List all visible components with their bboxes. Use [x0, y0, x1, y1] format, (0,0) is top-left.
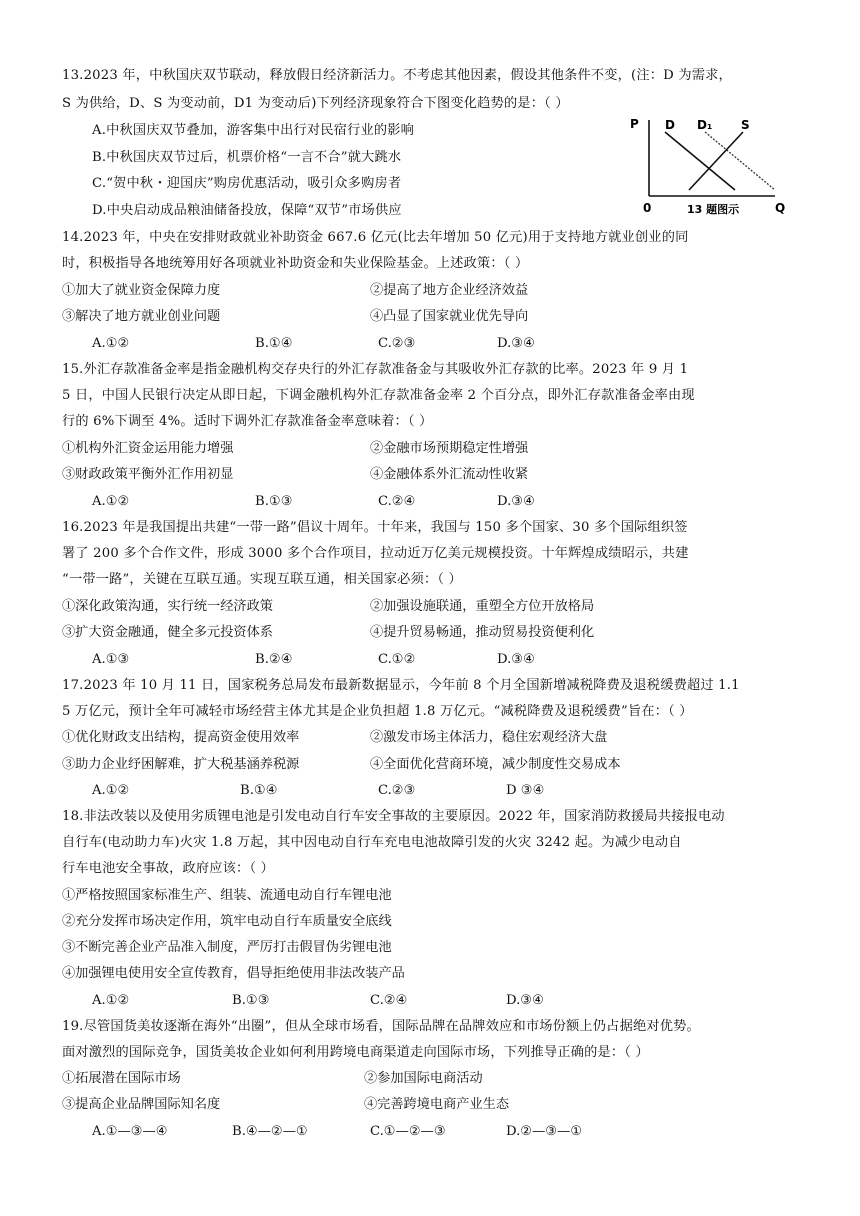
q17-statement-2: ②激发市场主体活力，稳住宏观经济大盘	[370, 730, 608, 745]
q15-stem-line-3: 行的 6%下调至 4%。适时下调外汇存款准备金率意味着：（ ）	[62, 414, 433, 429]
label-d1: D₁	[697, 118, 713, 132]
label-p: P	[630, 117, 639, 131]
q15-statement-3: ③财政政策平衡外汇作用初显	[62, 467, 234, 482]
q15-statement-4: ④金融体系外汇流动性收紧	[370, 467, 529, 482]
q16-option-a: A.①③	[92, 652, 130, 667]
q18-statement-1: ①严格按照国家标准生产、组装、流通电动自行车锂电池	[62, 888, 392, 903]
q14-option-b: B.①④	[255, 336, 293, 351]
q17-statement-4: ④全面优化营商环境，减少制度性交易成本	[370, 757, 621, 772]
q14-option-d: D.③④	[497, 336, 535, 351]
q16-option-b: B.②④	[255, 652, 293, 667]
label-d: D	[665, 118, 675, 132]
q15-option-d: D.③④	[497, 494, 535, 509]
q15-statement-2: ②金融市场预期稳定性增强	[370, 441, 529, 456]
q19-option-d: D.②—③—①	[506, 1124, 583, 1139]
q16-stem-line-1: 16.2023 年是我国提出共建“一带一路”倡议十周年。十年来，我国与 150 多个国家、30 多个国际组织签	[62, 520, 688, 535]
q13-option-c: C.“贺中秋・迎国庆”购房优惠活动，吸引众多购房者	[92, 176, 402, 191]
q13-option-a: A.中秋国庆双节叠加，游客集中出行对民宿行业的影响	[92, 123, 415, 138]
q19-statement-1: ①拓展潜在国际市场	[62, 1071, 181, 1086]
q18-statement-4: ④加强锂电使用安全宣传教育，倡导拒绝使用非法改装产品	[62, 966, 405, 981]
demand-curve-d	[665, 132, 735, 190]
q17-stem-line-1: 17.2023 年 10 月 11 日，国家税务总局发布最新数据显示，今年前 8 个月全国新增减税降费及退税缓费超过 1.1	[62, 678, 740, 693]
q18-option-c: C.②④	[370, 993, 408, 1008]
q16-statement-1: ①深化政策沟通，实行统一经济政策	[62, 599, 273, 614]
q14-stem-line-2: 时，积极指导各地统筹用好各项就业补助资金和失业保险基金。上述政策：（ ）	[62, 256, 529, 271]
q13-option-d: D.中央启动成品粮油储备投放，保障“双节”市场供应	[92, 203, 402, 218]
q19-option-b: B.④—②—①	[232, 1124, 308, 1139]
q17-option-a: A.①②	[92, 783, 130, 798]
q15-statement-1: ①机构外汇资金运用能力增强	[62, 441, 234, 456]
q15-option-b: B.①③	[255, 494, 293, 509]
q16-option-d: D.③④	[497, 652, 535, 667]
q19-option-c: C.①—②—③	[370, 1124, 446, 1139]
q17-statement-3: ③助力企业纾困解难，扩大税基涵养税源	[62, 757, 300, 772]
q16-statement-3: ③扩大资金融通，健全多元投资体系	[62, 625, 273, 640]
q13-option-b: B.中秋国庆双节过后，机票价格“一言不合”就大跳水	[92, 150, 402, 165]
q18-option-d: D.③④	[506, 993, 544, 1008]
q17-option-b: B.①④	[240, 783, 278, 798]
q14-statement-1: ①加大了就业资金保障力度	[62, 283, 221, 298]
q17-option-c: C.②③	[378, 783, 416, 798]
label-origin: 0	[643, 201, 652, 215]
q16-statement-2: ②加强设施联通，重塑全方位开放格局	[370, 599, 595, 614]
q19-statement-2: ②参加国际电商活动	[364, 1071, 483, 1086]
q18-stem-line-3: 行车电池安全事故，政府应该：（ ）	[62, 861, 274, 876]
q15-stem-line-2: 5 日，中国人民银行决定从即日起，下调金融机构外汇存款准备金率 2 个百分点，即外汇存款准备金率由现	[62, 388, 695, 403]
q19-statement-4: ④完善跨境电商产业生态	[364, 1097, 510, 1112]
q18-stem-line-2: 自行车(电动助力车)火灾 1.8 万起，其中因电动自行车充电电池故障引发的火灾 3242 起。为减少电动自	[62, 835, 682, 850]
q14-option-a: A.①②	[92, 336, 130, 351]
q13-stem-line-1: 13.2023 年，中秋国庆双节联动，释放假日经济新活力。不考虑其他因素，假设其他条件不变，(注：D 为需求，	[62, 68, 732, 83]
q19-stem-line-1: 19.尽管国货美妆逐渐在海外“出圈”，但从全球市场看，国际品牌在品牌效应和市场份额上仍占据绝对优势。	[62, 1019, 700, 1034]
q16-stem-line-2: 署了 200 多个合作文件，形成 3000 多个合作项目，拉动近万亿美元规模投资。十年辉煌成绩昭示，共建	[62, 546, 689, 561]
q19-option-a: A.①—③—④	[92, 1124, 168, 1139]
figure-caption: 13 题图示	[687, 203, 740, 216]
q18-statement-2: ②充分发挥市场决定作用，筑牢电动自行车质量安全底线	[62, 914, 392, 929]
q16-option-c: C.①②	[378, 652, 416, 667]
q14-stem-line-1: 14.2023 年，中央在安排财政就业补助资金 667.6 亿元(比去年增加 50 亿元)用于支持地方就业创业的同	[62, 230, 689, 245]
label-s: S	[741, 118, 750, 132]
q17-stem-line-2: 5 万亿元，预计全年可减轻市场经营主体尤其是企业负担超 1.8 万亿元。“减税降费及退税缓费”旨在：（ ）	[62, 704, 693, 719]
q13-stem-line-2: S 为供给，D、S 为变动前，D1 为变动后)下列经济现象符合下图变化趋势的是：（ ）	[62, 96, 569, 111]
supply-demand-figure	[625, 112, 795, 220]
q17-option-d: D ③④	[506, 783, 545, 798]
q16-statement-4: ④提升贸易畅通，推动贸易投资便利化	[370, 625, 595, 640]
q19-statement-3: ③提高企业品牌国际知名度	[62, 1097, 221, 1112]
q15-option-a: A.①②	[92, 494, 130, 509]
q18-statement-3: ③不断完善企业产品准入制度，严厉打击假冒伪劣锂电池	[62, 940, 392, 955]
q14-statement-4: ④凸显了国家就业优先导向	[370, 309, 529, 324]
q15-option-c: C.②④	[378, 494, 416, 509]
q14-statement-3: ③解决了地方就业创业问题	[62, 309, 221, 324]
q14-statement-2: ②提高了地方企业经济效益	[370, 283, 529, 298]
q15-stem-line-1: 15.外汇存款准备金率是指金融机构交存央行的外汇存款准备金与其吸收外汇存款的比率。2023 年 9 月 1	[62, 362, 689, 377]
q18-stem-line-1: 18.非法改装以及使用劣质锂电池是引发电动自行车安全事故的主要原因。2022 年，国家消防救援局共接报电动	[62, 809, 725, 824]
q19-stem-line-2: 面对激烈的国际竞争，国货美妆企业如何利用跨境电商渠道走向国际市场，下列推导正确的是：（ ）	[62, 1045, 649, 1060]
q16-stem-line-3: “一带一路”，关键在互联互通。实现互联互通，相关国家必须：（ ）	[62, 572, 462, 587]
label-q: Q	[775, 201, 786, 215]
q17-statement-1: ①优化财政支出结构，提高资金使用效率	[62, 730, 300, 745]
q18-option-b: B.①③	[232, 993, 270, 1008]
q14-option-c: C.②③	[378, 336, 416, 351]
q18-option-a: A.①②	[92, 993, 130, 1008]
